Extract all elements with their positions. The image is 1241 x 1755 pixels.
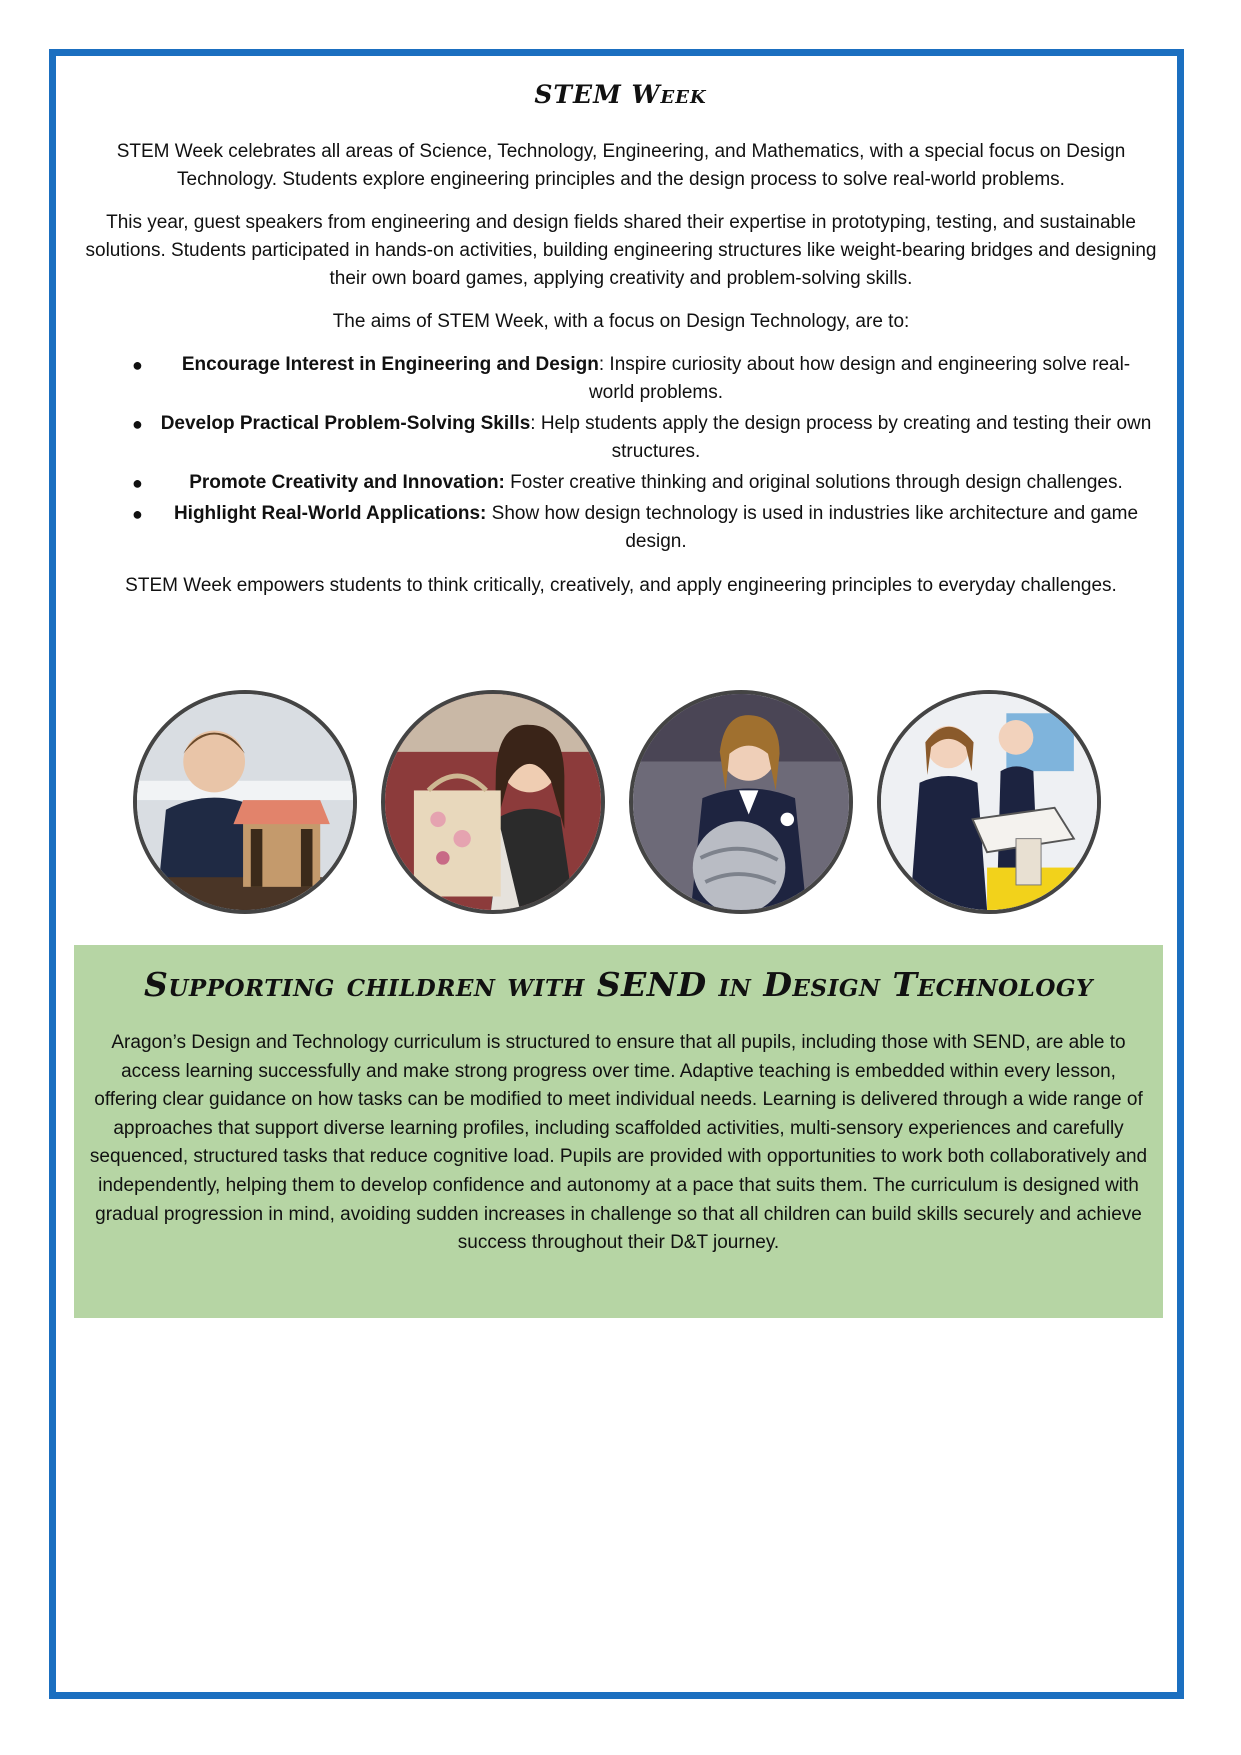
girl-globe-image <box>633 694 849 910</box>
photo-boy-with-model-house <box>133 690 357 914</box>
list-item <box>80 410 1162 466</box>
stem-photo-row <box>0 690 1241 922</box>
stem-week-section <box>80 138 1162 615</box>
aim-heading: Promote Creativity and Innovation: <box>189 472 505 493</box>
girl-bag-image <box>385 694 601 910</box>
photo-girl-with-globe <box>629 690 853 914</box>
bullet-icon: ● <box>132 473 143 493</box>
aim-text: Foster creative thinking and original solutions through design challenges. <box>504 472 1123 493</box>
photo-girl-with-bag <box>381 690 605 914</box>
stem-intro-paragraph: STEM Week celebrates all areas of Science, Technology, Engineering, and Mathematics, with a special focus on Design Technology. Students explore engineering principles and the design process to solve real-world problems. <box>116 141 1126 190</box>
boy-model-house-image <box>137 694 353 910</box>
send-section-body: Aragon’s Design and Technology curriculum is structured to ensure that all pupils, including those with SEND, are able to access learning successfully and make strong progress over time. Adaptive teaching is embedded within every lesson, offering clear guidance on how tasks can be modified to meet individual needs. Learning is delivered through a wide range of approaches that support diverse learning profiles, including scaffolded activities, multi-sensory experiences and carefully sequenced, structured tasks that reduce cognitive load. Pupils are provided with opportunities to work both collaboratively and independently, helping them to develop confidence and autonomy at a pace that suits them. The curriculum is designed with gradual progression in mind, avoiding sudden increases in challenge so that all children can build skills securely and achieve success throughout their D&T journey. <box>89 1032 1148 1254</box>
photo-children-with-bridge <box>877 690 1101 914</box>
send-section <box>74 945 1163 1318</box>
aim-text: Show how design technology is used in industries like architecture and game design. <box>486 503 1139 552</box>
aim-heading: Highlight Real-World Applications: <box>173 503 487 524</box>
children-bridge-image <box>881 694 1097 910</box>
aim-text: : Inspire curiosity about how design and engineering solve real-world problems. <box>588 354 1131 403</box>
send-section-title: Supporting children with SEND in Design Technology <box>144 965 1093 1004</box>
bullet-icon: ● <box>132 414 143 434</box>
aim-text: : Help students apply the design process by creating and testing their own structures. <box>530 413 1152 462</box>
aim-heading: Develop Practical Problem-Solving Skills <box>160 413 531 434</box>
list-item <box>80 351 1162 407</box>
bullet-icon: ● <box>132 504 143 524</box>
stem-aims-list <box>80 351 1162 556</box>
list-item <box>80 500 1162 556</box>
aim-heading: Encourage Interest in Engineering and Design <box>181 354 599 375</box>
list-item <box>80 469 1162 497</box>
stem-aims-intro: The aims of STEM Week, with a focus on Design Technology, are to: <box>332 311 910 332</box>
bullet-icon: ● <box>132 355 143 375</box>
stem-week-title: STEM Week <box>534 80 707 109</box>
stem-closing-paragraph: STEM Week empowers students to think critically, creatively, and apply engineering principles to everyday challenges. <box>125 575 1117 596</box>
stem-speakers-paragraph: This year, guest speakers from engineering and design fields shared their expertise in prototyping, testing, and sustainable solutions. Students participated in hands-on activities, building engineering structures like weight-bearing bridges and designing their own board games, applying creativity and problem-solving skills. <box>85 212 1157 289</box>
